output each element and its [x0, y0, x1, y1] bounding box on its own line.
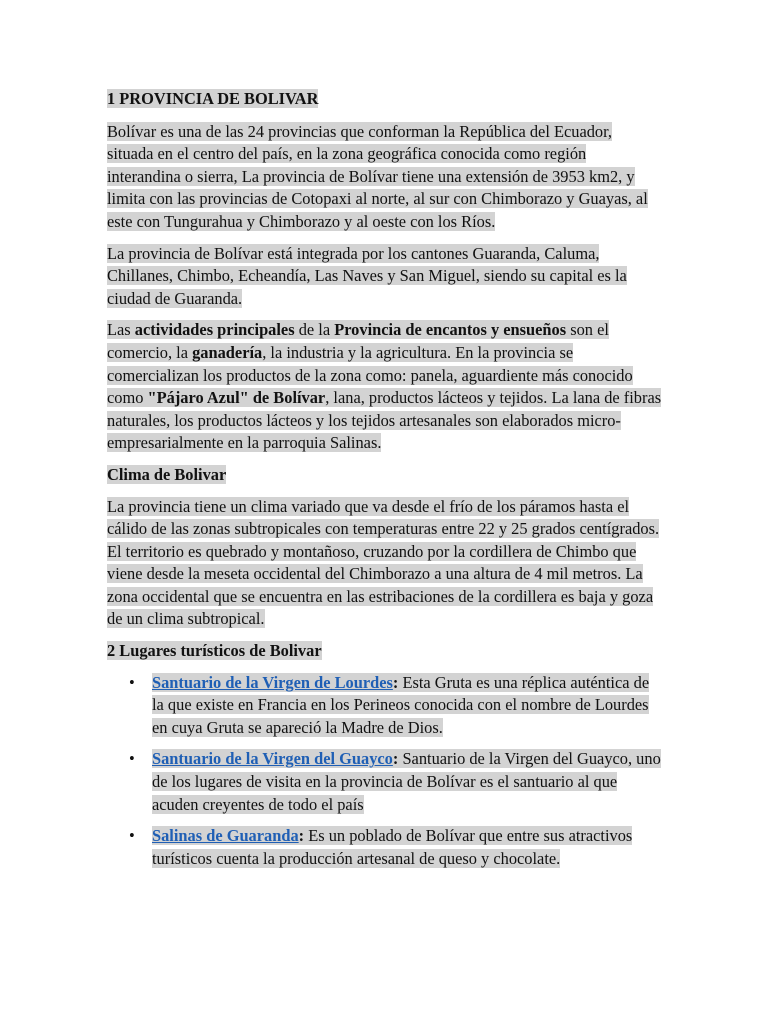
heading-clima: Clima de Bolivar	[107, 464, 227, 484]
paragraph-clima: La provincia tiene un clima variado que va desde el frío de los páramos hasta el cálido de las zonas subtropicales con temperaturas entre 22 y 25 grados centígrados. El territorio es quebrado y montañoso, cruzando por la cordillera de Chimbo que viene desde la meseta occidental del Chimborazo a una altura de 4 mil metros. La zona occidental que se encuentra en las estribaciones de la cordillera es baja y goza de un clima subtropical.	[107, 496, 660, 629]
bullet-glyph: •	[129, 749, 135, 769]
link-santuario-guayco[interactable]: Santuario de la Virgen del Guayco	[152, 749, 393, 769]
link-salinas-guaranda[interactable]: Salinas de Guaranda	[152, 826, 299, 846]
heading-provincia: 1 PROVINCIA DE BOLIVAR	[107, 89, 319, 108]
list-item: • Santuario de la Virgen del Guayco: Santuario de la Virgen del Guayco, uno de los lugares de visita en la provincia de Bolívar es el santuario al que acuden creyentes de todo el país	[129, 749, 661, 814]
document-content	[107, 88, 662, 879]
list-item: • Salinas de Guaranda: Es un poblado de Bolívar que entre sus atractivos turísticos cuenta la producción artesanal de queso y chocolate.	[129, 826, 633, 868]
list-item: • Santuario de la Virgen de Lourdes: Esta Gruta es una réplica auténtica de la que existe en Francia en los Perineos conocida con el nombre de Lourdes en cuya Gruta se apareció la Madre de Dios.	[129, 672, 650, 737]
bullet-glyph: •	[129, 826, 135, 846]
bold-provincia-encantos: Provincia de encantos y ensueños	[334, 320, 567, 340]
bold-ganaderia: ganadería	[192, 342, 263, 362]
paragraph-cantones: La provincia de Bolívar está integrada por los cantones Guaranda, Caluma, Chillanes, Chimbo, Echeandía, Las Naves y San Miguel, siendo su capital es la ciudad de Guaranda.	[107, 243, 627, 308]
paragraph-intro: Bolívar es una de las 24 provincias que conforman la República del Ecuador, situada en el centro del país, en la zona geográfica conocida como región interandina o sierra, La provincia de Bolívar tiene una extensión de 3953 km2, y limita con las provincias de Cotopaxi al norte, al sur con Chimborazo y Guayas, al este con Tungurahua y Chimborazo y al oeste con los Ríos.	[107, 121, 648, 231]
heading-lugares-turisticos: 2 Lugares turísticos de Bolivar	[107, 641, 322, 661]
paragraph-actividades: Las actividades principales de la Provincia de encantos y ensueños son el comercio, la ganadería, la industria y la agricultura. En la provincia se comercializan los productos de la zona como: panela, aguardiente más conocido como "Pájaro Azul" de Bolívar, lana, productos lácteos y tejidos. La lana de fibras naturales, los productos lácteos y los tejidos artesanales son elaborados micro-empresarialmente en la parroquia Salinas.	[107, 320, 662, 453]
link-santuario-lourdes[interactable]: Santuario de la Virgen de Lourdes	[152, 672, 393, 692]
bullet-glyph: •	[129, 672, 135, 692]
bold-actividades: actividades principales	[134, 320, 295, 340]
bold-pajaro-azul: "Pájaro Azul" de Bolívar	[147, 388, 326, 408]
tourist-places-list	[107, 672, 662, 871]
